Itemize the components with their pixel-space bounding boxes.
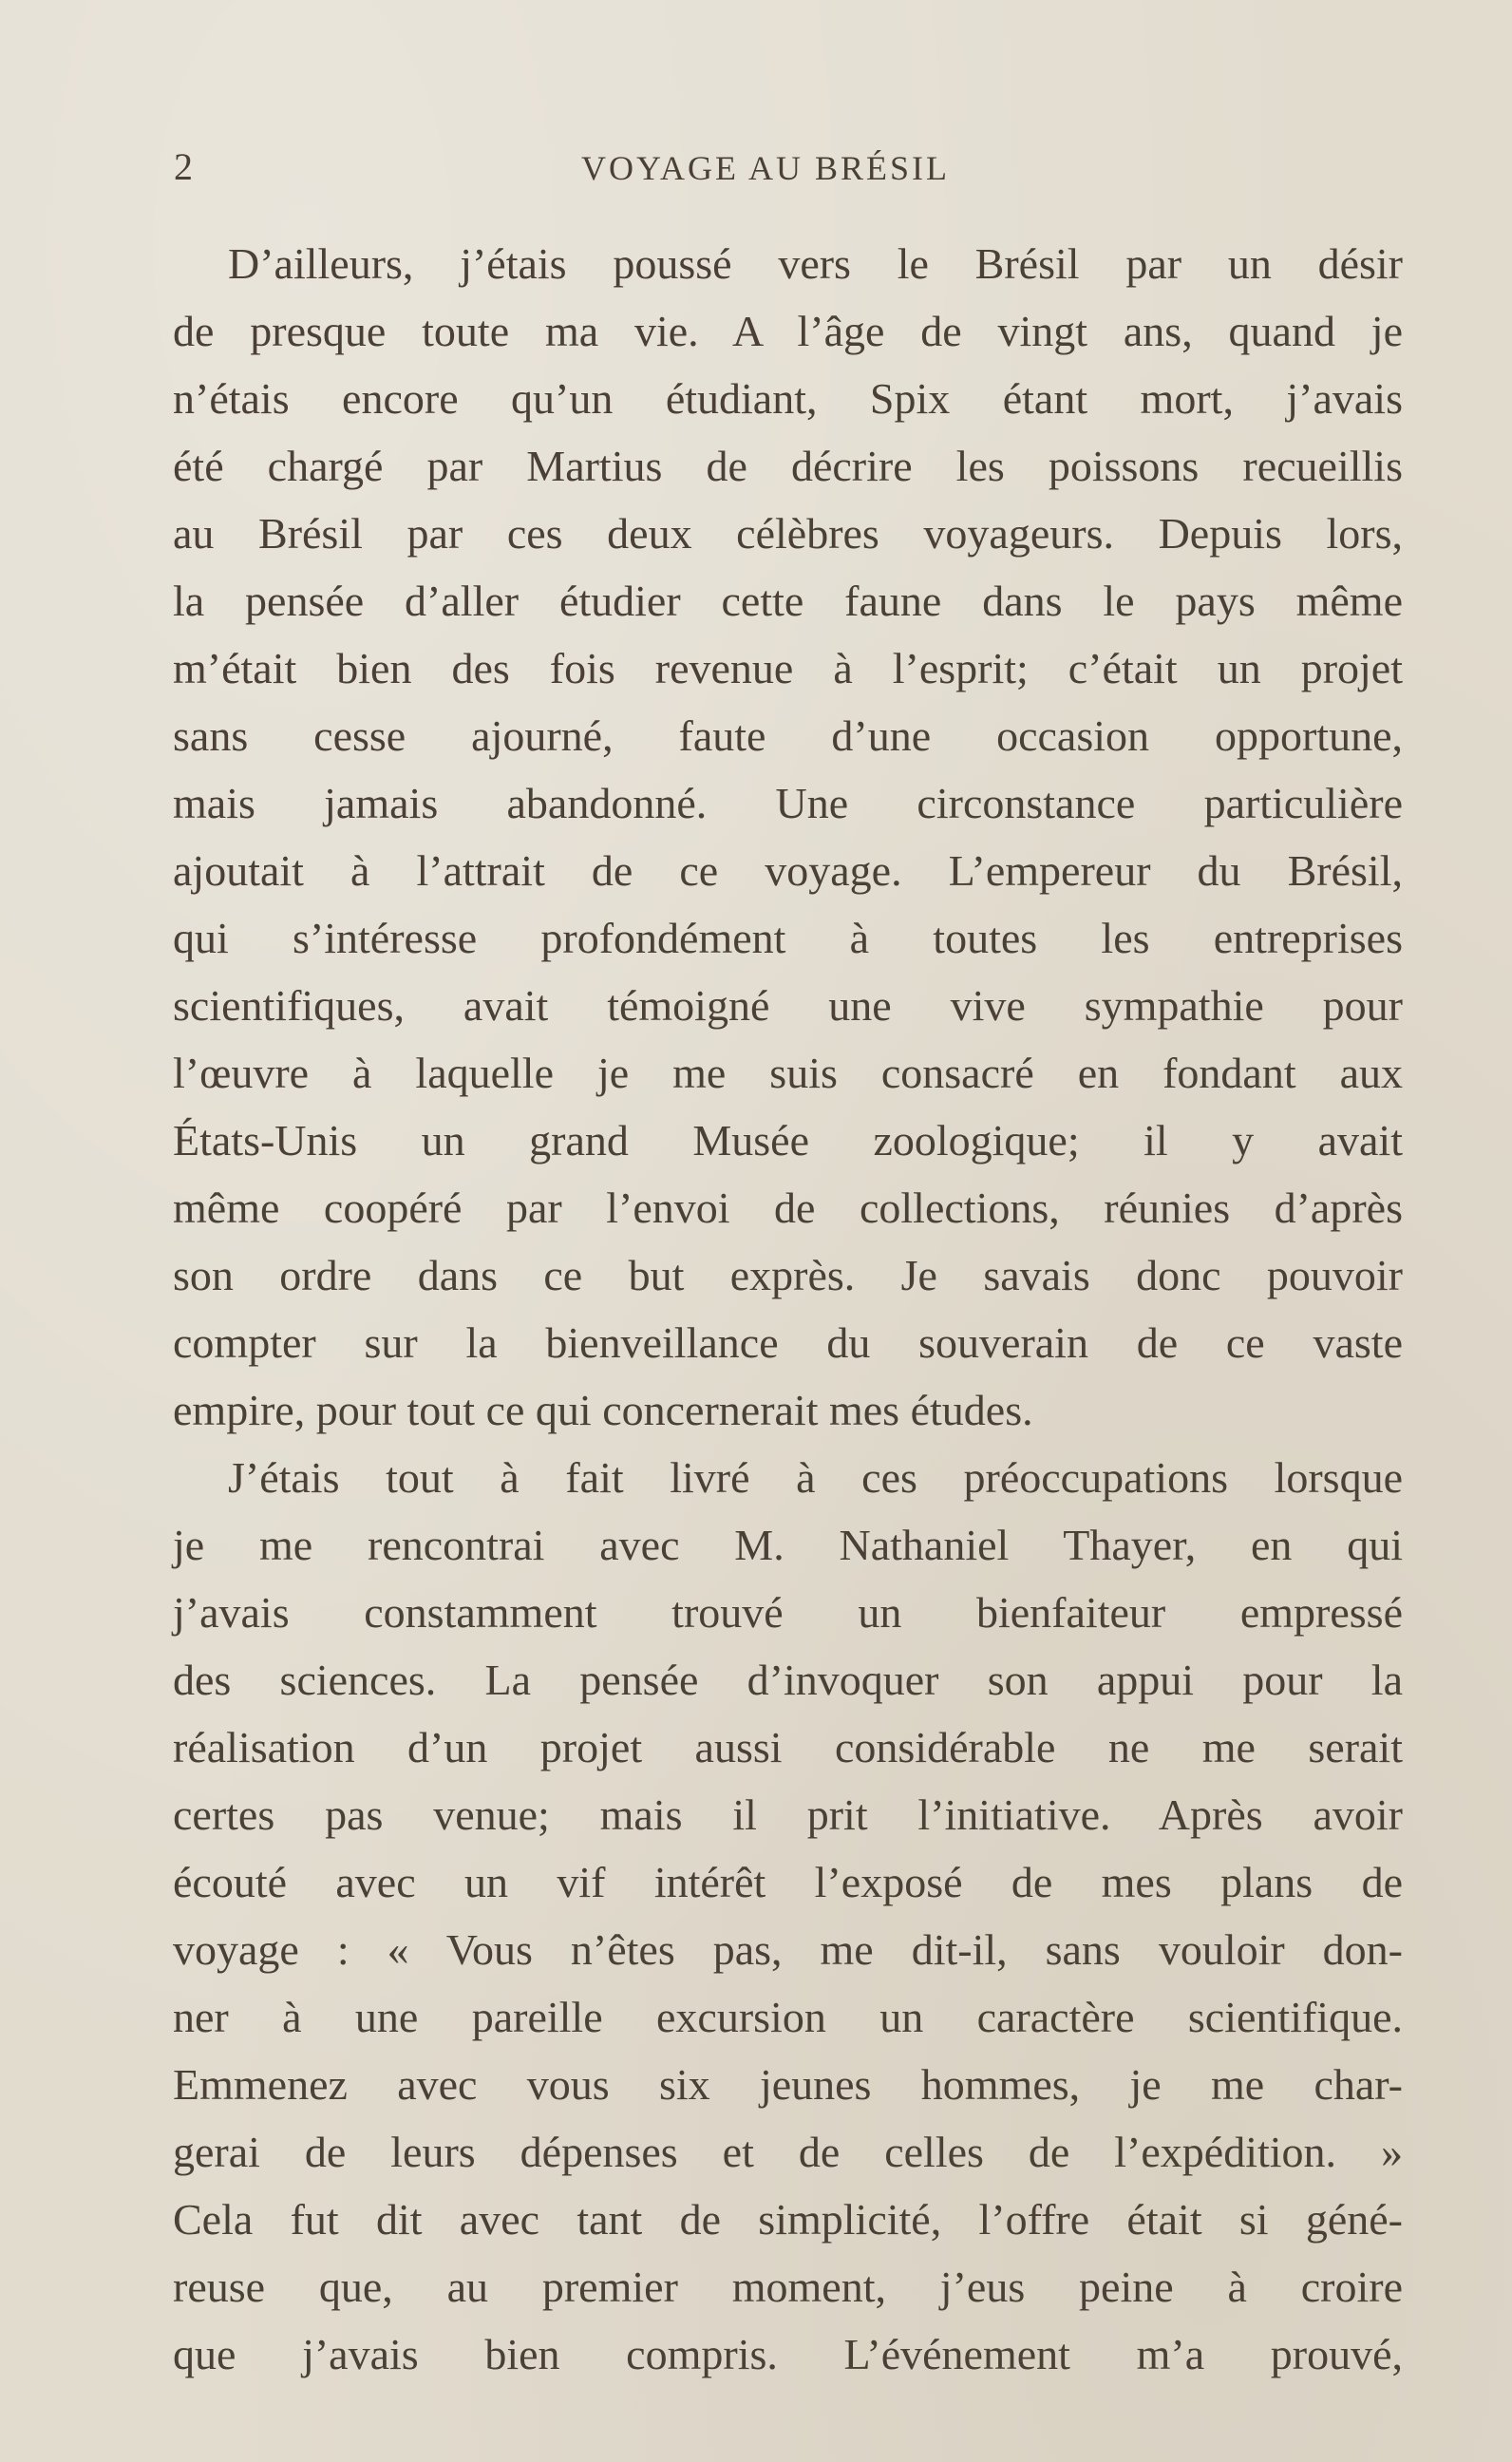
text-line: je me rencontrai avec M. Nathaniel Thayer, en qui (173, 1521, 1403, 1569)
text-line: États-Unis un grand Musée zoologique; il y avait (173, 1116, 1403, 1165)
text-line: que j’avais bien compris. L’événement m’a prouvé, (173, 2330, 1403, 2378)
text-line: son ordre dans ce but exprès. Je savais donc pouvoir (173, 1251, 1403, 1299)
text-line: l’œuvre à laquelle je me suis consacré en fondant aux (173, 1049, 1403, 1097)
text-line: ajoutait à l’attrait de ce voyage. L’empereur du Brésil, (173, 846, 1403, 895)
text-line: Emmenez avec vous six jeunes hommes, je me char- (173, 2060, 1403, 2109)
text-line: des sciences. La pensée d’invoquer son appui pour la (173, 1656, 1403, 1704)
text-line: reuse que, au premier moment, j’eus peine à croire (173, 2263, 1403, 2311)
text-line: même coopéré par l’envoi de collections, réunies d’après (173, 1184, 1403, 1232)
text-line: la pensée d’aller étudier cette faune dans le pays même (173, 577, 1403, 625)
text-line: ner à une pareille excursion un caractère scientifique. (173, 1993, 1403, 2041)
page-number: 2 (174, 145, 193, 188)
text-line: qui s’intéresse profondément à toutes les entreprises (173, 914, 1403, 962)
text-line: de presque toute ma vie. A l’âge de vingt ans, quand je (173, 307, 1403, 355)
text-line: Cela fut dit avec tant de simplicité, l’offre était si géné- (173, 2195, 1403, 2244)
text-line: sans cesse ajourné, faute d’une occasion opportune, (173, 711, 1403, 760)
text-line: n’étais encore qu’un étudiant, Spix étant mort, j’avais (173, 374, 1403, 423)
text-line: j’avais constamment trouvé un bienfaiteur empressé (173, 1588, 1403, 1637)
text-line: D’ailleurs, j’étais poussé vers le Brésil par un désir (228, 239, 1403, 288)
text-line: gerai de leurs dépenses et de celles de l’expédition. » (173, 2128, 1403, 2176)
text-line: compter sur la bienveillance du souverain de ce vaste (173, 1318, 1403, 1367)
text-line: écouté avec un vif intérêt l’exposé de mes plans de (173, 1858, 1403, 1906)
text-line: au Brésil par ces deux célèbres voyageurs. Depuis lors, (173, 509, 1403, 558)
text-line: réalisation d’un projet aussi considérable ne me serait (173, 1723, 1403, 1771)
text-line: empire, pour tout ce qui concernerait mes études. (173, 1386, 1033, 1434)
text-line: J’étais tout à fait livré à ces préoccupations lorsque (228, 1453, 1403, 1502)
body-text (173, 230, 1403, 2388)
running-title: VOYAGE AU BRÉSIL (580, 149, 950, 187)
text-line: m’était bien des fois revenue à l’esprit; c’était un projet (173, 644, 1403, 692)
text-line: été chargé par Martius de décrire les poissons recueillis (173, 442, 1403, 490)
text-line: voyage : « Vous n’êtes pas, me dit-il, sans vouloir don- (173, 1925, 1403, 1974)
text-line: mais jamais abandonné. Une circonstance particulière (173, 779, 1403, 827)
text-line: scientifiques, avait témoigné une vive sympathie pour (173, 981, 1403, 1030)
text-line: certes pas venue; mais il prit l’initiative. Après avoir (173, 1790, 1403, 1839)
